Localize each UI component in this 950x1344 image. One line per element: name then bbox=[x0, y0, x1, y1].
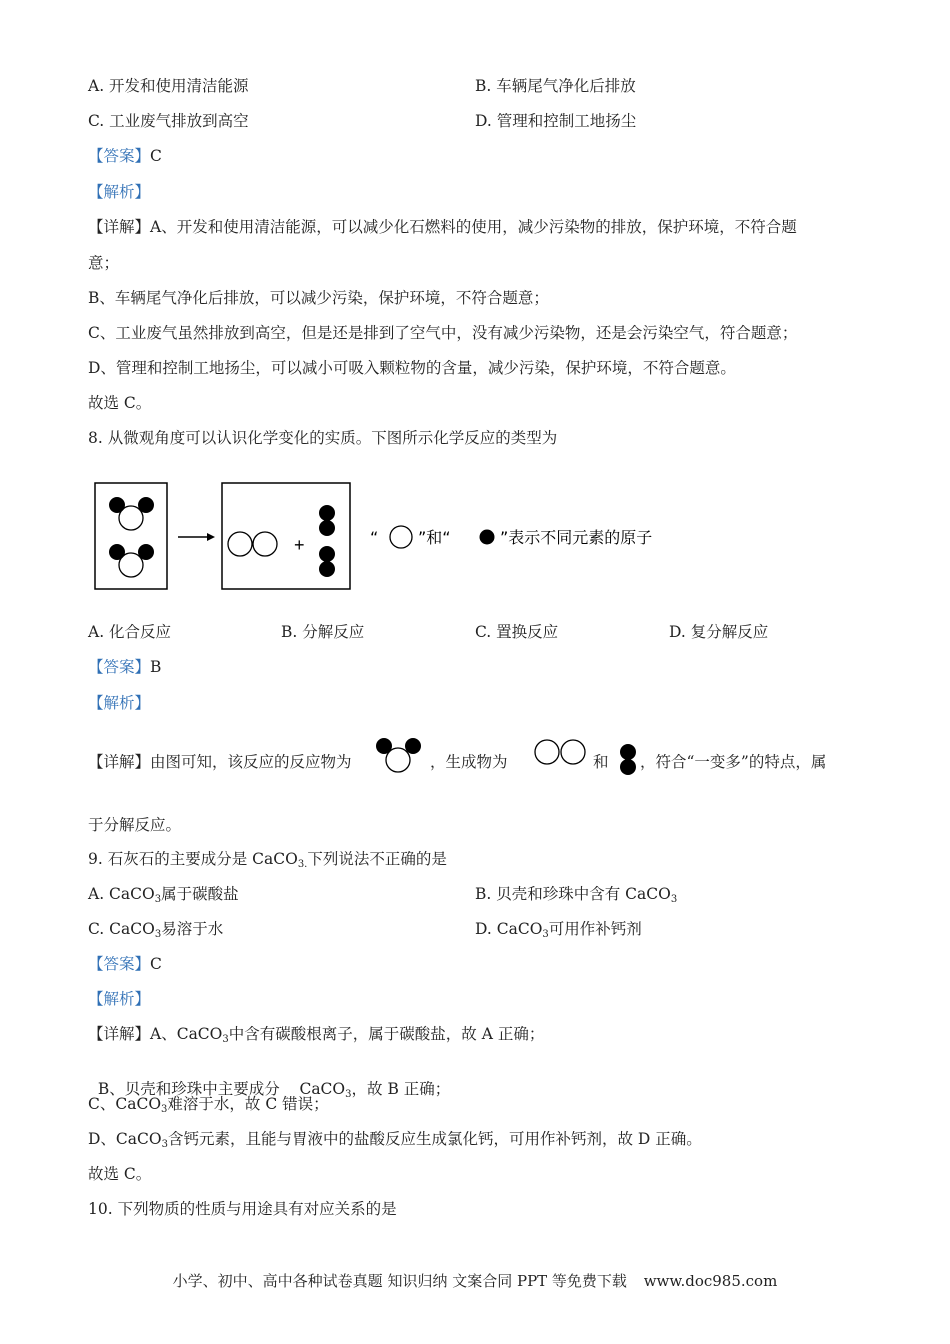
q7-detail-line: B、车辆尾气净化后排放，可以减少污染，保护环境，不符合题意； bbox=[88, 289, 549, 307]
q7-detail-line: C、工业废气虽然排放到高空，但是还是排到了空气中，没有减少污染物，还是会污染空气，符合题意； bbox=[88, 324, 798, 342]
reactant-molecule bbox=[109, 544, 154, 577]
opt-text: D. CaCO bbox=[475, 920, 543, 938]
stem-text: 9. 石灰石的主要成分是 CaCO bbox=[88, 850, 298, 868]
q9-analysis-tag: 【解析】 bbox=[88, 990, 151, 1008]
q8-detail-text: ，生成物为 bbox=[430, 753, 508, 771]
detail-sub: 3 bbox=[161, 1139, 168, 1150]
q8-detail-text: 和 bbox=[593, 753, 609, 771]
q8-detail-text: ，符合“一变多”的特点，属 bbox=[640, 753, 827, 771]
detail-text: D、CaCO bbox=[88, 1130, 162, 1148]
q9-option-b bbox=[475, 884, 677, 904]
detail-text: ，故 B 正确； bbox=[351, 1080, 451, 1098]
product-black-molecule bbox=[319, 505, 335, 536]
opt-text: 易溶于水 bbox=[161, 920, 224, 938]
opt-text: B. 贝壳和珍珠中含有 CaCO bbox=[475, 885, 671, 903]
q8-stem: 8. 从微观角度可以认识化学变化的实质。下图所示化学反应的类型为 bbox=[88, 429, 558, 447]
opt-sub: 3 bbox=[542, 929, 549, 940]
footer-link[interactable]: www.doc985.com bbox=[643, 1272, 778, 1290]
answer-tag: 【答案】 bbox=[88, 147, 151, 165]
arrow-icon bbox=[178, 533, 215, 541]
legend-mid: ”和“ bbox=[418, 528, 451, 547]
q8-option-a: A. 化合反应 bbox=[88, 623, 172, 641]
answer-value: C bbox=[150, 147, 162, 165]
detail-sub: 3 bbox=[345, 1089, 352, 1100]
product-white-molecule-icon bbox=[532, 737, 590, 769]
stem-text: 下列说法不正确的是 bbox=[307, 850, 447, 868]
stem-sub: 3. bbox=[297, 859, 308, 870]
detail-text: C、CaCO bbox=[88, 1095, 162, 1113]
detail-sub: 3 bbox=[222, 1034, 229, 1045]
detail-text: B、贝壳和珍珠中主要成分 CaCO bbox=[97, 1080, 346, 1098]
answer-tag: 【答案】 bbox=[88, 955, 151, 973]
opt-sub: 3 bbox=[154, 929, 162, 940]
q7-conclusion: 故选 C。 bbox=[88, 394, 152, 412]
legend-text: ”表示不同元素的原子 bbox=[500, 528, 653, 547]
q7-option-d: D. 管理和控制工地扬尘 bbox=[475, 112, 637, 130]
q8-option-d: D. 复分解反应 bbox=[669, 623, 769, 641]
detail-text: 含钙元素，且能与胃液中的盐酸反应生成氯化钙，可用作补钙剂，故 D 正确。 bbox=[167, 1130, 702, 1148]
q7-option-b: B. 车辆尾气净化后排放 bbox=[475, 77, 636, 95]
product-white-molecule bbox=[228, 532, 277, 556]
q10-stem: 10. 下列物质的性质与用途具有对应关系的是 bbox=[88, 1200, 397, 1218]
q7-detail-line: 意； bbox=[88, 254, 120, 272]
answer-value: B bbox=[150, 658, 162, 676]
q9-detail-line bbox=[88, 1129, 702, 1149]
q7-detail-line: D、管理和控制工地扬尘，可以减小可吸入颗粒物的含量，减少污染，保护环境，不符合题意。 bbox=[88, 359, 736, 377]
q7-answer bbox=[88, 146, 162, 166]
reactant-molecule bbox=[109, 497, 154, 530]
detail-tag: 【详解】 bbox=[88, 753, 151, 771]
q8-option-c: C. 置换反应 bbox=[475, 623, 559, 641]
q9-option-c bbox=[88, 919, 223, 939]
opt-text: A. CaCO bbox=[88, 885, 155, 903]
opt-text: 可用作补钙剂 bbox=[548, 920, 642, 938]
q9-detail-line bbox=[88, 1024, 544, 1044]
footer-text: 小学、初中、高中各种试卷真题 知识归纳 文案合同 PPT 等免费下载 bbox=[172, 1272, 627, 1290]
detail-text: 由图可知，该反应的反应物为 bbox=[150, 753, 352, 771]
black-atom-icon bbox=[480, 530, 495, 545]
product-black-molecule bbox=[319, 546, 335, 577]
answer-value: C bbox=[150, 955, 162, 973]
detail-text: 难溶于水，故 C 错误； bbox=[167, 1095, 329, 1113]
detail-tag: 【详解】 bbox=[88, 1025, 151, 1043]
opt-sub: 3 bbox=[670, 894, 678, 905]
opt-sub: 3 bbox=[154, 894, 162, 905]
q7-detail-line bbox=[88, 217, 797, 237]
product-black-molecule-icon bbox=[618, 743, 638, 777]
q8-detail-line bbox=[88, 752, 352, 772]
detail-text: A、CaCO bbox=[150, 1025, 223, 1043]
q9-detail-line bbox=[88, 1094, 329, 1114]
q9-answer bbox=[88, 954, 162, 974]
q9-option-d bbox=[475, 919, 642, 939]
opt-text: C. CaCO bbox=[88, 920, 155, 938]
opt-text: 属于碳酸盐 bbox=[161, 885, 239, 903]
q8-option-b: B. 分解反应 bbox=[281, 623, 365, 641]
q9-detail-line bbox=[88, 1059, 450, 1099]
q7-analysis-tag: 【解析】 bbox=[88, 183, 151, 201]
reactant-molecule-icon bbox=[372, 736, 424, 778]
q9-option-a bbox=[88, 884, 239, 904]
white-atom-icon bbox=[390, 526, 412, 548]
answer-tag: 【答案】 bbox=[88, 658, 151, 676]
page-footer bbox=[0, 1270, 950, 1291]
reaction-diagram bbox=[90, 480, 690, 595]
plus-sign: + bbox=[294, 535, 305, 555]
q9-stem bbox=[88, 849, 447, 869]
detail-sub: 3 bbox=[161, 1104, 168, 1115]
detail-text: 中含有碳酸根离子，属于碳酸盐，故 A 正确； bbox=[228, 1025, 545, 1043]
q8-answer bbox=[88, 657, 161, 677]
q7-option-a: A. 开发和使用清洁能源 bbox=[88, 77, 249, 95]
detail-tag: 【详解】 bbox=[88, 218, 151, 236]
detail-text: A、开发和使用清洁能源，可以减少化石燃料的使用，减少污染物的排放，保护环境，不符合题 bbox=[150, 218, 797, 236]
q8-detail-line: 于分解反应。 bbox=[88, 816, 182, 834]
legend-quote: “ bbox=[370, 528, 379, 547]
q8-analysis-tag: 【解析】 bbox=[88, 694, 151, 712]
q7-option-c: C. 工业废气排放到高空 bbox=[88, 112, 249, 130]
q9-conclusion: 故选 C。 bbox=[88, 1165, 152, 1183]
